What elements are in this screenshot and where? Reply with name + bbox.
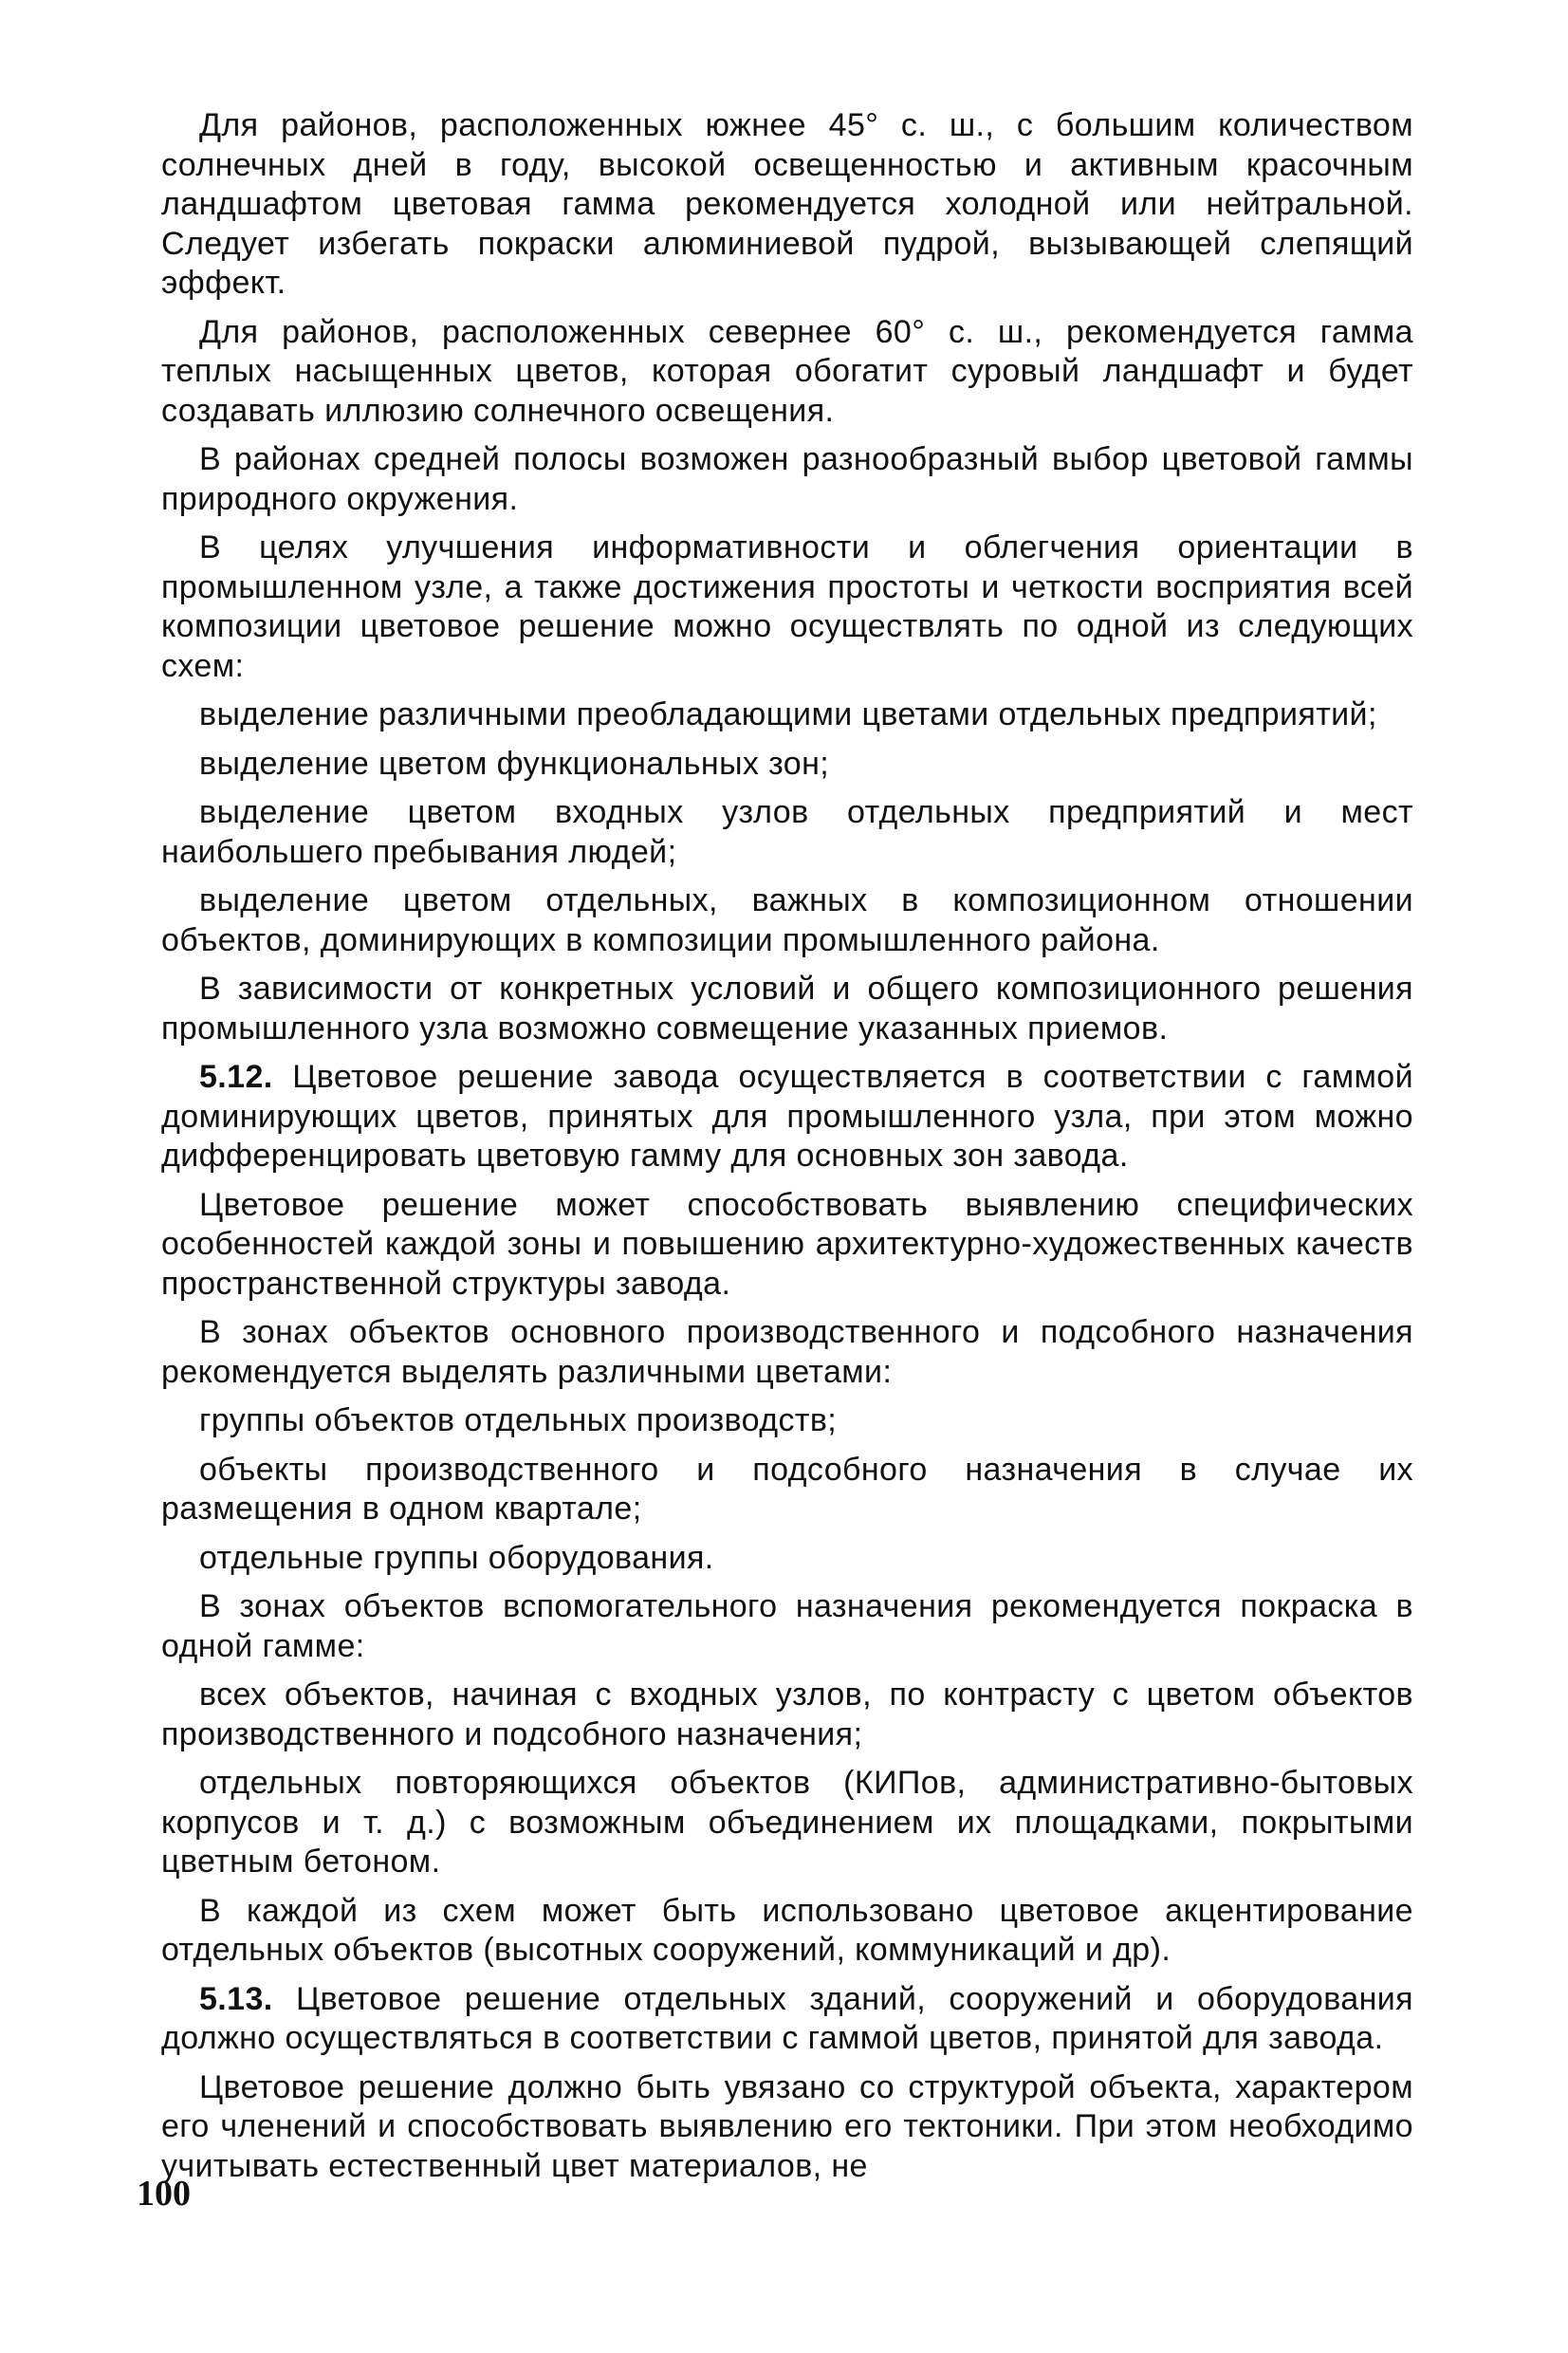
paragraph-text: Для районов, расположенных южнее 45° с. ш., с большим количеством солнечных дней в году, высокой освещенностью и активным красочным ландшафтом цветовая гамма рекомендуется холодной или нейтральной. Следует избегать покраски алюминиевой пудрой, вызывающей слепящий эффект.	[161, 107, 1413, 301]
paragraph-text: группы объектов отдельных производств;	[199, 1402, 838, 1438]
list-item	[161, 1764, 1413, 1882]
paragraph-text: В каждой из схем может быть использовано цветовое акцентирование отдельных объектов (высотных сооружений, коммуникаций и др).	[161, 1892, 1413, 1968]
paragraph-text: всех объектов, начиная с входных узлов, по контрасту с цветом объектов производственного и подсобного назначения;	[161, 1677, 1413, 1752]
paragraph	[161, 1186, 1413, 1305]
paragraph-text: В зонах объектов вспомогательного назначения рекомендуется покраска в одной гамме:	[161, 1588, 1413, 1664]
paragraph	[161, 1587, 1413, 1666]
paragraph-text: выделение цветом функциональных зон;	[199, 745, 830, 782]
paragraph-text: Цветовое решение должно быть увязано со структурой объекта, характером его членений и способствовать выявлению его тектоники. При этом необходимо учитывать естественный цвет материалов, не	[161, 2068, 1413, 2184]
paragraph-text: выделение цветом входных узлов отдельных предприятий и мест наибольшего пребывания людей;	[161, 794, 1413, 870]
paragraph-text: В зависимости от конкретных условий и общего композиционного решения промышленного узла возможно совмещение указанных приемов.	[161, 971, 1413, 1047]
list-item	[161, 1676, 1413, 1754]
paragraph-text: объекты производственного и подсобного назначения в случае их размещения в одном квартале;	[161, 1451, 1413, 1527]
paragraph	[161, 528, 1413, 686]
paragraph	[161, 1313, 1413, 1392]
list-item	[161, 1401, 1413, 1441]
paragraph	[161, 2068, 1413, 2187]
body-text	[161, 106, 1413, 2196]
paragraph-text: выделение цветом отдельных, важных в композиционном отношении объектов, доминирующих в композиции промышленного района.	[161, 882, 1413, 958]
paragraph-text: В зонах объектов основного производственного и подсобного назначения рекомендуется выделять различными цветами:	[161, 1314, 1413, 1390]
section-paragraph	[161, 1980, 1413, 2059]
paragraph-text: Для районов, расположенных севернее 60° с. ш., рекомендуется гамма теплых насыщенных цветов, которая обогатит суровый ландшафт и будет создавать иллюзию солнечного освещения.	[161, 313, 1413, 429]
paragraph-text: В целях улучшения информативности и облегчения ориентации в промышленном узле, а также достижения простоты и четкости восприятия всей композиции цветовое решение можно осуществлять по одной из следующих схем:	[161, 529, 1413, 684]
section-paragraph	[161, 1058, 1413, 1176]
paragraph-text: Цветовое решение отдельных зданий, сооружений и оборудования должно осуществляться в соответствии с гаммой цветов, принятой для завода.	[161, 1980, 1413, 2056]
paragraph-text: выделение различными преобладающими цветами отдельных предприятий;	[199, 696, 1377, 732]
list-item	[161, 793, 1413, 872]
paragraph-text: Цветовое решение может способствовать выявлению специфических особенностей каждой зоны и повышению архитектурно-художественных качеств пространственной структуры завода.	[161, 1186, 1413, 1302]
list-item	[161, 745, 1413, 785]
paragraph-text: отдельных повторяющихся объектов (КИПов, административно-бытовых корпусов и т. д.) с возможным объединением их площадками, покрытыми цветным бетоном.	[161, 1765, 1413, 1880]
paragraph-text: отдельные группы оборудования.	[199, 1539, 714, 1576]
list-item	[161, 1451, 1413, 1529]
paragraph-text: Цветовое решение завода осуществляется в соответствии с гаммой доминирующих цветов, принятых для промышленного узла, при этом можно дифференцировать цветовую гамму для основных зон завода.	[161, 1059, 1413, 1174]
paragraph	[161, 440, 1413, 519]
section-number: 5.13.	[199, 1980, 273, 2017]
list-item	[161, 695, 1413, 735]
list-item	[161, 881, 1413, 960]
list-item	[161, 1539, 1413, 1579]
page-number: 100	[137, 2174, 191, 2214]
paragraph	[161, 106, 1413, 304]
paragraph-text: В районах средней полосы возможен разнообразный выбор цветовой гаммы природного окружения.	[161, 441, 1413, 517]
paragraph	[161, 970, 1413, 1048]
paragraph	[161, 1892, 1413, 1971]
section-number: 5.12.	[199, 1059, 273, 1095]
paragraph	[161, 313, 1413, 432]
